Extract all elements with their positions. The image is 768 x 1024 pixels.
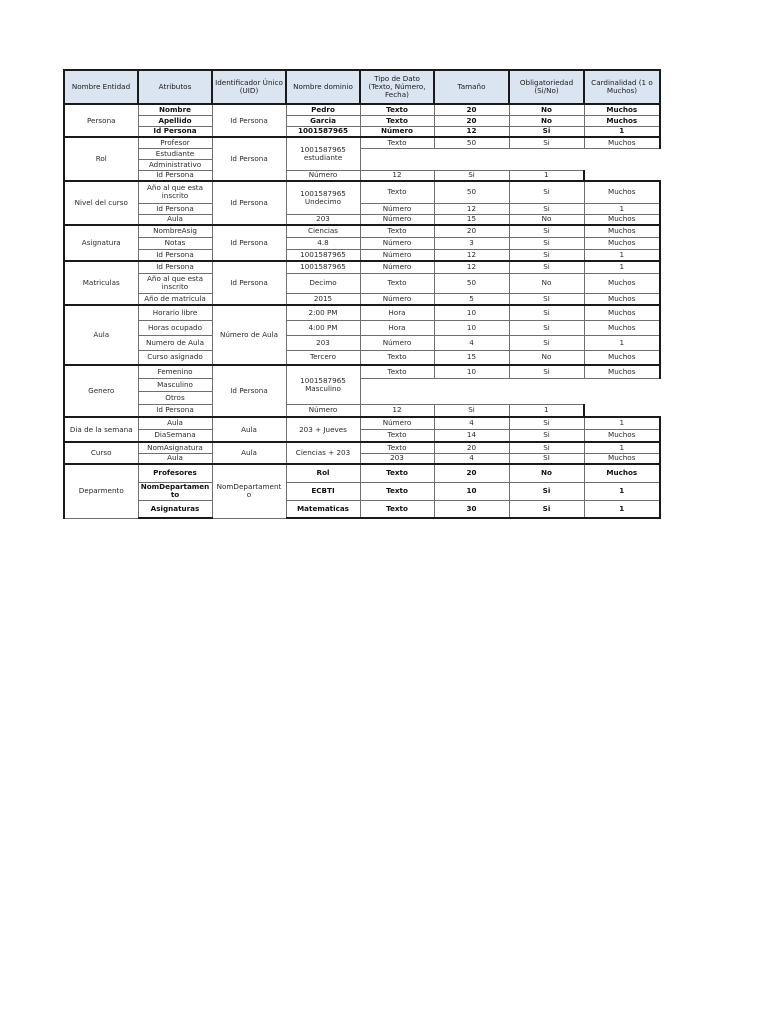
uid-cell: Id Persona <box>212 137 286 181</box>
size-cell: 20 <box>434 115 509 126</box>
type-cell: Número <box>360 203 434 214</box>
size-cell: 20 <box>434 225 509 237</box>
domain-cell: Decimo <box>286 273 360 293</box>
type-cell: Hora <box>360 320 434 335</box>
attribute-cell: Estudiante <box>138 148 212 159</box>
size-cell: 10 <box>434 482 509 500</box>
type-cell: Texto <box>360 181 434 203</box>
cardinality-cell: 1 <box>584 482 660 500</box>
table-row <box>64 482 660 500</box>
size-cell: 12 <box>434 203 509 214</box>
cardinality-cell: 1 <box>509 404 584 417</box>
type-cell: Número <box>360 249 434 261</box>
table-row <box>64 417 660 429</box>
cardinality-cell: Muchos <box>584 237 660 249</box>
table-row <box>64 442 660 453</box>
uid-cell: NomDepartamento <box>212 464 286 518</box>
table-row <box>64 273 660 293</box>
domain-cell: ECBTI <box>286 482 360 500</box>
type-cell: Texto <box>360 464 434 482</box>
entity-name-cell: Dia de la semana <box>64 417 138 442</box>
type-cell: Texto <box>360 104 434 115</box>
domain-cell: Tercero <box>286 350 360 365</box>
domain-cell: 203 <box>286 335 360 350</box>
cardinality-cell: Muchos <box>584 293 660 305</box>
uid-cell: Aula <box>212 417 286 442</box>
table-body <box>64 104 660 518</box>
required-cell: Si <box>509 249 584 261</box>
domain-cell: 1001587965 estudiante <box>286 137 360 170</box>
cardinality-cell: 1 <box>584 417 660 429</box>
attribute-cell: Año al que esta inscrito <box>138 273 212 293</box>
size-cell: 10 <box>434 305 509 320</box>
attribute-cell: Femenino <box>138 365 212 378</box>
cardinality-cell: 1 <box>584 126 660 137</box>
attribute-cell: Numero de Aula <box>138 335 212 350</box>
table-row <box>64 181 660 203</box>
type-cell: Texto <box>360 429 434 442</box>
attribute-cell: Id Persona <box>138 261 212 273</box>
attribute-cell: Nombre <box>138 104 212 115</box>
cardinality-cell: 1 <box>584 500 660 518</box>
required-cell: Si <box>509 482 584 500</box>
attribute-cell: Apellido <box>138 115 212 126</box>
uid-cell: Id Persona <box>212 365 286 417</box>
attribute-cell: Asignaturas <box>138 500 212 518</box>
table-row <box>64 126 660 137</box>
required-cell: Si <box>509 365 584 378</box>
cardinality-cell: Muchos <box>584 225 660 237</box>
size-cell: 10 <box>434 365 509 378</box>
cardinality-cell: Muchos <box>584 350 660 365</box>
entity-name-cell: Nivel del curso <box>64 181 138 225</box>
required-cell: SI <box>509 293 584 305</box>
required-cell: Si <box>509 417 584 429</box>
size-cell: 12 <box>434 126 509 137</box>
size-cell: 10 <box>434 320 509 335</box>
table-row <box>64 464 660 482</box>
domain-cell: Pedro <box>286 104 360 115</box>
attribute-cell: Notas <box>138 237 212 249</box>
size-cell: 4 <box>434 417 509 429</box>
entity-name-cell: Deparmento <box>64 464 138 518</box>
type-cell: Texto <box>360 225 434 237</box>
required-cell: SI <box>509 453 584 464</box>
attribute-cell: Horas ocupado <box>138 320 212 335</box>
table-row <box>64 115 660 126</box>
uid-cell: Id Persona <box>212 181 286 225</box>
cardinality-cell: Muchos <box>584 115 660 126</box>
type-cell: Número <box>360 237 434 249</box>
type-cell: Texto <box>360 365 434 378</box>
table-row <box>64 203 660 214</box>
type-cell: Texto <box>360 115 434 126</box>
domain-cell: 203 + Jueves <box>286 417 360 442</box>
table-row <box>64 429 660 442</box>
header-cell: Nombre Entidad <box>64 70 138 104</box>
required-cell: No <box>509 464 584 482</box>
entity-name-cell: Matriculas <box>64 261 138 305</box>
domain-cell: 4.8 <box>286 237 360 249</box>
cardinality-cell: 1 <box>584 335 660 350</box>
cardinality-cell: Muchos <box>584 305 660 320</box>
uid-cell: Aula <box>212 442 286 464</box>
table-row <box>64 237 660 249</box>
uid-cell: Id Persona <box>212 104 286 137</box>
type-cell: Número <box>360 293 434 305</box>
domain-cell: 203 <box>286 214 360 225</box>
entity-name-cell: Persona <box>64 104 138 137</box>
entity-name-cell: Curso <box>64 442 138 464</box>
size-cell: 15 <box>434 214 509 225</box>
size-cell: 12 <box>434 249 509 261</box>
size-cell: 50 <box>434 137 509 148</box>
cardinality-cell: 1 <box>584 249 660 261</box>
cardinality-cell: Muchos <box>584 273 660 293</box>
table-row <box>64 500 660 518</box>
size-cell: 12 <box>360 170 434 181</box>
size-cell: 20 <box>434 464 509 482</box>
table-row <box>64 391 660 404</box>
cardinality-cell: 1 <box>584 261 660 273</box>
required-cell: Si <box>509 500 584 518</box>
size-cell: 50 <box>434 273 509 293</box>
table-row <box>64 350 660 365</box>
required-cell: Si <box>509 429 584 442</box>
size-cell: 12 <box>434 261 509 273</box>
size-cell: 20 <box>434 104 509 115</box>
cardinality-cell: Muchos <box>584 104 660 115</box>
domain-cell: 4:00 PM <box>286 320 360 335</box>
domain-cell: Matematicas <box>286 500 360 518</box>
table-row <box>64 214 660 225</box>
table-row <box>64 137 660 148</box>
domain-cell: 1001587965 <box>286 249 360 261</box>
type-cell: 203 <box>360 453 434 464</box>
table-row <box>64 249 660 261</box>
uid-cell: Id Persona <box>212 225 286 261</box>
cardinality-cell: Muchos <box>584 137 660 148</box>
attribute-cell: NomDepartamento <box>138 482 212 500</box>
cardinality-cell: Muchos <box>584 214 660 225</box>
size-cell: 20 <box>434 442 509 453</box>
entity-attributes-table <box>63 69 661 519</box>
cardinality-cell: Muchos <box>584 429 660 442</box>
size-cell: 3 <box>434 237 509 249</box>
required-cell: Si <box>509 261 584 273</box>
domain-cell: 1001587965 <box>286 126 360 137</box>
table-row <box>64 335 660 350</box>
attribute-cell: DiaSemana <box>138 429 212 442</box>
required-cell: Si <box>509 181 584 203</box>
type-cell: Texto <box>360 137 434 148</box>
type-cell: Número <box>286 404 360 417</box>
domain-cell: 1001587965 <box>286 261 360 273</box>
type-cell: Número <box>360 214 434 225</box>
attribute-cell: Masculino <box>138 378 212 391</box>
domain-cell: 2:00 PM <box>286 305 360 320</box>
table-row <box>64 320 660 335</box>
type-cell: Texto <box>360 350 434 365</box>
attribute-cell: Administrativo <box>138 159 212 170</box>
cardinality-cell: Muchos <box>584 320 660 335</box>
cardinality-cell: Muchos <box>584 365 660 378</box>
attribute-cell: Id Persona <box>138 249 212 261</box>
required-cell: No <box>509 273 584 293</box>
table-row <box>64 404 660 417</box>
required-cell: Si <box>434 170 509 181</box>
attribute-cell: Año de matricula <box>138 293 212 305</box>
size-cell: 4 <box>434 453 509 464</box>
entity-name-cell: Genero <box>64 365 138 417</box>
required-cell: Si <box>434 404 509 417</box>
size-cell: 50 <box>434 181 509 203</box>
size-cell: 12 <box>360 404 434 417</box>
table-row <box>64 261 660 273</box>
domain-cell: Ciencias + 203 <box>286 442 360 464</box>
size-cell: 30 <box>434 500 509 518</box>
table-row <box>64 148 660 159</box>
attribute-cell: Id Persona <box>138 404 212 417</box>
entity-name-cell: Asignatura <box>64 225 138 261</box>
attribute-cell: Aula <box>138 453 212 464</box>
cardinality-cell: 1 <box>584 203 660 214</box>
type-cell: Número <box>286 170 360 181</box>
type-cell: Texto <box>360 273 434 293</box>
header-cell: Cardinalidad (1 o Muchos) <box>584 70 660 104</box>
header-cell: Obligatoriedad (Si/No) <box>509 70 584 104</box>
required-cell: Si <box>509 335 584 350</box>
header-cell: Tipo de Dato (Texto, Número, Fecha) <box>360 70 434 104</box>
required-cell: Si <box>509 203 584 214</box>
required-cell: Si <box>509 126 584 137</box>
size-cell: 5 <box>434 293 509 305</box>
table-row <box>64 453 660 464</box>
attribute-cell: Aula <box>138 214 212 225</box>
attribute-cell: Id Persona <box>138 203 212 214</box>
required-cell: No <box>509 104 584 115</box>
required-cell: No <box>509 115 584 126</box>
attribute-cell: Horario libre <box>138 305 212 320</box>
cardinality-cell: 1 <box>509 170 584 181</box>
header-cell: Atributos <box>138 70 212 104</box>
attribute-cell: NomAsignatura <box>138 442 212 453</box>
attribute-cell: Id Persona <box>138 170 212 181</box>
domain-cell: 1001587965 Masculino <box>286 365 360 404</box>
table-row <box>64 378 660 391</box>
domain-cell: 1001587965 Undecimo <box>286 181 360 214</box>
uid-cell: Id Persona <box>212 261 286 305</box>
attribute-cell: Profesores <box>138 464 212 482</box>
cardinality-cell: 1 <box>584 442 660 453</box>
header-cell: Nombre dominio <box>286 70 360 104</box>
type-cell: Texto <box>360 500 434 518</box>
size-cell: 4 <box>434 335 509 350</box>
attribute-cell: Otros <box>138 391 212 404</box>
entity-name-cell: Rol <box>64 137 138 181</box>
table-row <box>64 104 660 115</box>
size-cell: 15 <box>434 350 509 365</box>
attribute-cell: NombreAsig <box>138 225 212 237</box>
domain-cell: Ciencias <box>286 225 360 237</box>
table-row <box>64 170 660 181</box>
table-row <box>64 365 660 378</box>
domain-cell: Rol <box>286 464 360 482</box>
required-cell: No <box>509 214 584 225</box>
uid-cell: Número de Aula <box>212 305 286 365</box>
required-cell: Si <box>509 137 584 148</box>
type-cell: Hora <box>360 305 434 320</box>
cardinality-cell: Muchos <box>584 453 660 464</box>
domain-cell: Garcia <box>286 115 360 126</box>
type-cell: Número <box>360 261 434 273</box>
attribute-cell: Aula <box>138 417 212 429</box>
size-cell: 14 <box>434 429 509 442</box>
type-cell: Texto <box>360 442 434 453</box>
domain-cell: 2015 <box>286 293 360 305</box>
cardinality-cell: Muchos <box>584 181 660 203</box>
required-cell: Si <box>509 305 584 320</box>
table-row <box>64 305 660 320</box>
attribute-cell: Id Persona <box>138 126 212 137</box>
attribute-cell: Curso asignado <box>138 350 212 365</box>
type-cell: Número <box>360 417 434 429</box>
required-cell: No <box>509 350 584 365</box>
header-cell: Tamaño <box>434 70 509 104</box>
required-cell: Si <box>509 442 584 453</box>
required-cell: Si <box>509 225 584 237</box>
type-cell: Número <box>360 335 434 350</box>
table-row <box>64 159 660 170</box>
cardinality-cell: Muchos <box>584 464 660 482</box>
required-cell: Si <box>509 320 584 335</box>
entity-name-cell: Aula <box>64 305 138 365</box>
type-cell: Texto <box>360 482 434 500</box>
type-cell: Número <box>360 126 434 137</box>
table-row <box>64 225 660 237</box>
header-cell: Identificador Único (UID) <box>212 70 286 104</box>
required-cell: Si <box>509 237 584 249</box>
table-row <box>64 293 660 305</box>
attribute-cell: Profesor <box>138 137 212 148</box>
attribute-cell: Año al que esta inscrito <box>138 181 212 203</box>
header-row <box>64 70 660 104</box>
